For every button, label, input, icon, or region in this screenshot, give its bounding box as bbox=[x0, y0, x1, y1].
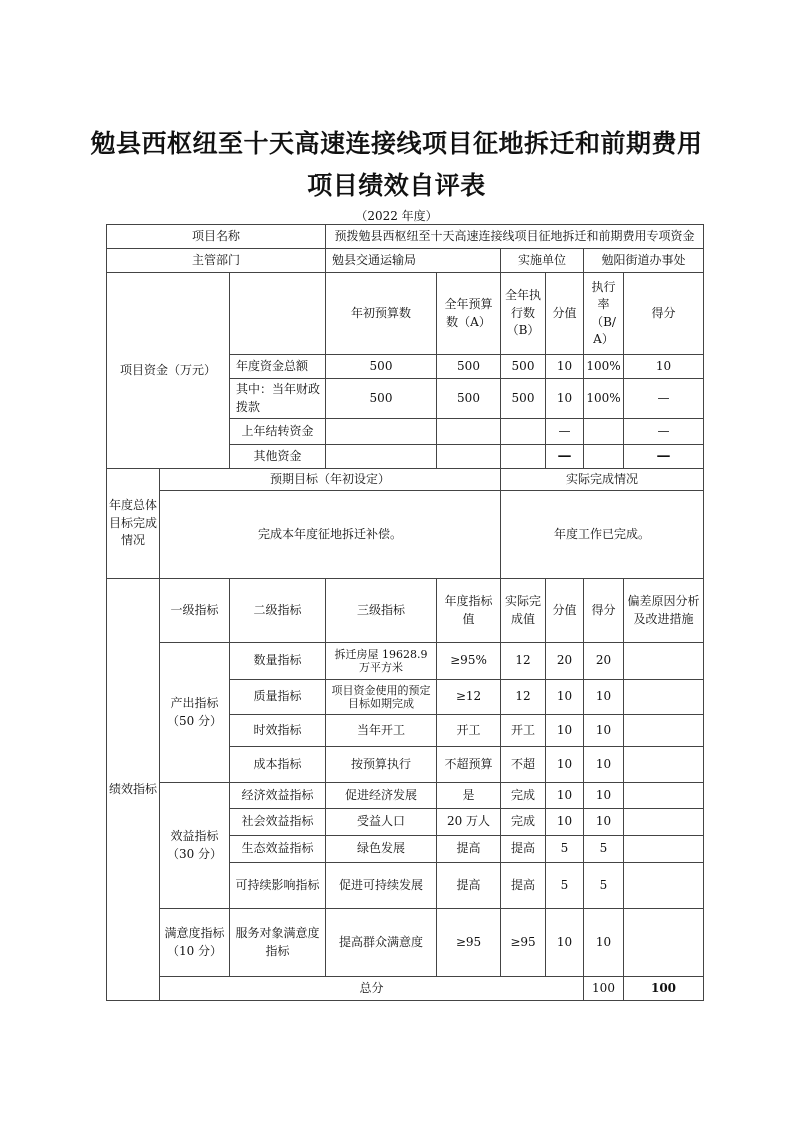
perf-deviation bbox=[624, 809, 704, 836]
overall-actual-header: 实际完成情况 bbox=[501, 469, 704, 491]
perf-header-l3: 三级指标 bbox=[326, 579, 437, 643]
perf-l3: 提高群众满意度 bbox=[326, 909, 437, 977]
funds-header-blank bbox=[230, 273, 326, 355]
perf-deviation bbox=[624, 783, 704, 809]
funds-header-weight: 分值 bbox=[546, 273, 584, 355]
perf-target: 不超预算 bbox=[437, 747, 501, 783]
funds-row-initial bbox=[326, 445, 437, 469]
perf-group-output: 产出指标（50 分） bbox=[160, 643, 230, 783]
perf-actual: 开工 bbox=[501, 715, 546, 747]
perf-header-actual: 实际完成值 bbox=[501, 579, 546, 643]
report-year: （2022 年度） bbox=[355, 209, 438, 223]
funds-header-exec: 全年执行数（B） bbox=[501, 273, 546, 355]
perf-weight: 10 bbox=[546, 680, 584, 715]
perf-l3: 受益人口 bbox=[326, 809, 437, 836]
perf-score: 10 bbox=[584, 715, 624, 747]
evaluation-table bbox=[106, 224, 704, 1001]
overall-planned-value: 完成本年度征地拆迁补偿。 bbox=[160, 491, 501, 579]
perf-score: 10 bbox=[584, 680, 624, 715]
perf-actual: 完成 bbox=[501, 809, 546, 836]
perf-deviation bbox=[624, 715, 704, 747]
funds-row-rate bbox=[584, 445, 624, 469]
funds-row-annual bbox=[437, 419, 501, 445]
perf-weight: 10 bbox=[546, 783, 584, 809]
perf-target: ≥95 bbox=[437, 909, 501, 977]
perf-score: 20 bbox=[584, 643, 624, 680]
perf-score: 10 bbox=[584, 783, 624, 809]
perf-score: 5 bbox=[584, 836, 624, 863]
funds-row-initial bbox=[326, 419, 437, 445]
perf-label: 绩效指标 bbox=[107, 579, 160, 1001]
perf-score: 5 bbox=[584, 863, 624, 909]
perf-l2: 服务对象满意度指标 bbox=[230, 909, 326, 977]
funds-row-initial: 500 bbox=[326, 379, 437, 419]
perf-actual: 12 bbox=[501, 643, 546, 680]
perf-weight: 10 bbox=[546, 809, 584, 836]
perf-l2: 成本指标 bbox=[230, 747, 326, 783]
perf-l2: 时效指标 bbox=[230, 715, 326, 747]
perf-l3: 绿色发展 bbox=[326, 836, 437, 863]
perf-actual: 不超 bbox=[501, 747, 546, 783]
perf-target: ≥12 bbox=[437, 680, 501, 715]
total-weight: 100 bbox=[584, 977, 624, 1001]
perf-deviation bbox=[624, 909, 704, 977]
funds-row-score: — bbox=[624, 379, 704, 419]
perf-l2: 生态效益指标 bbox=[230, 836, 326, 863]
perf-target: 是 bbox=[437, 783, 501, 809]
impl-value: 勉阳街道办事处 bbox=[584, 249, 704, 273]
overall-label: 年度总体目标完成情况 bbox=[107, 469, 160, 579]
funds-row-name: 年度资金总额 bbox=[230, 355, 326, 379]
funds-row-name: 其中：当年财政拨款 bbox=[230, 379, 326, 419]
perf-target: 开工 bbox=[437, 715, 501, 747]
perf-l3: 项目资金使用的预定目标如期完成 bbox=[326, 680, 437, 715]
funds-header-rate: 执行率（B/A） bbox=[584, 273, 624, 355]
funds-row-weight: 10 bbox=[546, 379, 584, 419]
perf-header-weight: 分值 bbox=[546, 579, 584, 643]
funds-row-score: — bbox=[624, 445, 704, 469]
perf-l2: 经济效益指标 bbox=[230, 783, 326, 809]
perf-score: 10 bbox=[584, 747, 624, 783]
funds-row-score: — bbox=[624, 419, 704, 445]
perf-l3: 促进经济发展 bbox=[326, 783, 437, 809]
perf-actual: 提高 bbox=[501, 836, 546, 863]
funds-row-weight: — bbox=[546, 445, 584, 469]
funds-row-initial: 500 bbox=[326, 355, 437, 379]
perf-weight: 5 bbox=[546, 836, 584, 863]
document-title-line-1: 勉县西枢纽至十天高速连接线项目征地拆迁和前期费用 bbox=[90, 129, 703, 158]
perf-deviation bbox=[624, 747, 704, 783]
perf-weight: 10 bbox=[546, 909, 584, 977]
funds-row-rate bbox=[584, 419, 624, 445]
perf-weight: 20 bbox=[546, 643, 584, 680]
perf-l2: 社会效益指标 bbox=[230, 809, 326, 836]
perf-target: 20 万人 bbox=[437, 809, 501, 836]
funds-row-exec bbox=[501, 445, 546, 469]
perf-header-score: 得分 bbox=[584, 579, 624, 643]
perf-weight: 10 bbox=[546, 715, 584, 747]
perf-target: 提高 bbox=[437, 836, 501, 863]
perf-header-l1: 一级指标 bbox=[160, 579, 230, 643]
perf-target: ≥95% bbox=[437, 643, 501, 680]
perf-actual: 提高 bbox=[501, 863, 546, 909]
funds-header-score: 得分 bbox=[624, 273, 704, 355]
funds-row-score: 10 bbox=[624, 355, 704, 379]
perf-l3: 拆迁房屋 19628.9 万平方米 bbox=[326, 643, 437, 680]
funds-row-weight: — bbox=[546, 419, 584, 445]
funds-header-initial: 年初预算数 bbox=[326, 273, 437, 355]
funds-row-exec bbox=[501, 419, 546, 445]
perf-deviation bbox=[624, 643, 704, 680]
funds-row-exec: 500 bbox=[501, 379, 546, 419]
perf-actual: 12 bbox=[501, 680, 546, 715]
perf-score: 10 bbox=[584, 909, 624, 977]
perf-group-satisfaction: 满意度指标（10 分） bbox=[160, 909, 230, 977]
overall-actual-value: 年度工作已完成。 bbox=[501, 491, 704, 579]
perf-l3: 促进可持续发展 bbox=[326, 863, 437, 909]
perf-actual: ≥95 bbox=[501, 909, 546, 977]
funds-row-annual: 500 bbox=[437, 355, 501, 379]
project-name-value: 预拨勉县西枢纽至十天高速连接线项目征地拆迁和前期费用专项资金 bbox=[326, 225, 704, 249]
funds-row-rate: 100% bbox=[584, 355, 624, 379]
funds-row-exec: 500 bbox=[501, 355, 546, 379]
project-name-label: 项目名称 bbox=[107, 225, 326, 249]
total-label: 总分 bbox=[160, 977, 584, 1001]
dept-label: 主管部门 bbox=[107, 249, 326, 273]
funds-row-annual bbox=[437, 445, 501, 469]
perf-l3: 按预算执行 bbox=[326, 747, 437, 783]
perf-deviation bbox=[624, 863, 704, 909]
perf-l2: 质量指标 bbox=[230, 680, 326, 715]
total-score: 100 bbox=[624, 977, 704, 1001]
funds-row-rate: 100% bbox=[584, 379, 624, 419]
perf-target: 提高 bbox=[437, 863, 501, 909]
perf-l2: 数量指标 bbox=[230, 643, 326, 680]
perf-deviation bbox=[624, 836, 704, 863]
perf-deviation bbox=[624, 680, 704, 715]
funds-label: 项目资金（万元） bbox=[107, 273, 230, 469]
perf-l3: 当年开工 bbox=[326, 715, 437, 747]
funds-row-weight: 10 bbox=[546, 355, 584, 379]
dept-value: 勉县交通运输局 bbox=[326, 249, 501, 273]
impl-label: 实施单位 bbox=[501, 249, 584, 273]
perf-header-target: 年度指标值 bbox=[437, 579, 501, 643]
funds-header-annual: 全年预算数（A） bbox=[437, 273, 501, 355]
funds-row-name: 上年结转资金 bbox=[230, 419, 326, 445]
perf-actual: 完成 bbox=[501, 783, 546, 809]
document-title-line-2: 项目绩效自评表 bbox=[307, 171, 486, 200]
funds-row-annual: 500 bbox=[437, 379, 501, 419]
perf-weight: 10 bbox=[546, 747, 584, 783]
funds-row-name: 其他资金 bbox=[230, 445, 326, 469]
perf-l2: 可持续影响指标 bbox=[230, 863, 326, 909]
perf-score: 10 bbox=[584, 809, 624, 836]
perf-weight: 5 bbox=[546, 863, 584, 909]
perf-header-l2: 二级指标 bbox=[230, 579, 326, 643]
perf-header-deviation: 偏差原因分析及改进措施 bbox=[624, 579, 704, 643]
overall-planned-header: 预期目标（年初设定） bbox=[160, 469, 501, 491]
perf-group-benefit: 效益指标（30 分） bbox=[160, 783, 230, 909]
